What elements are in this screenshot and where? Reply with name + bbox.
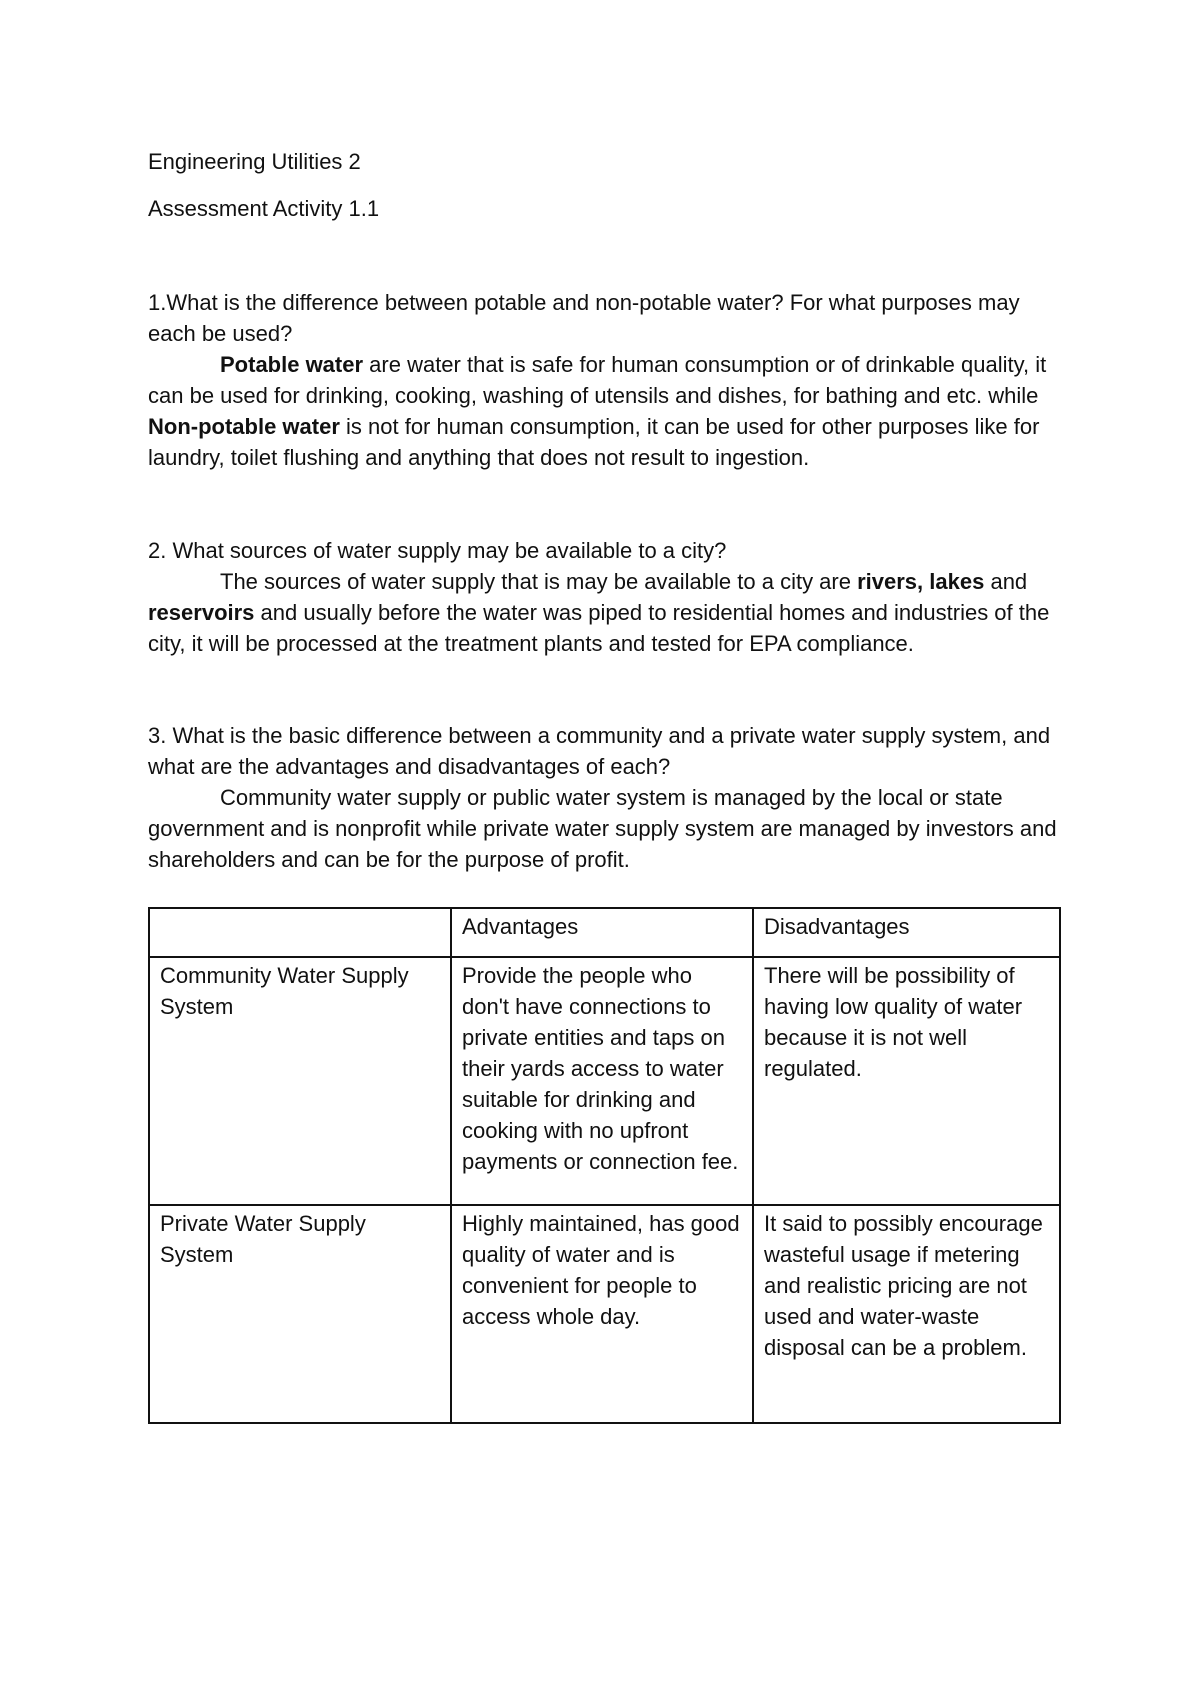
question-2-section [148, 535, 1060, 659]
term-reservoirs: reservoirs [148, 600, 255, 625]
table-header-cell: Advantages [451, 908, 753, 957]
table-cell-disadvantages: There will be possibility of having low quality of water because it is not well regulated. [753, 957, 1060, 1205]
answer-2: The sources of water supply that is may be available to a city are rivers, lakes and reservoirs and usually before the water was piped to residential homes and industries of the city, it will be processed at the treatment plants and tested for EPA compliance. [148, 569, 1050, 656]
table-cell-system: Community Water Supply System [149, 957, 451, 1205]
question-3: 3. What is the basic difference between a community and a private water supply system, and what are the advantages and disadvantages of each? [148, 723, 1051, 779]
table-cell-advantages: Highly maintained, has good quality of water and is convenient for people to access whole day. [451, 1205, 753, 1423]
answer-3: Community water supply or public water system is managed by the local or state government and is nonprofit while private water supply system are managed by investors and shareholders and can be for the purpose of profit. [148, 785, 1057, 872]
table-header-cell [149, 908, 451, 957]
question-1: 1.What is the difference between potable and non-potable water? For what purposes may each be used? [148, 290, 1020, 346]
table-row [149, 957, 1060, 1205]
term-rivers: rivers, [857, 569, 924, 594]
answer-1: Potable water are water that is safe for human consumption or of drinkable quality, it can be used for drinking, cooking, washing of utensils and dishes, for bathing and etc. while Non-potable water is not for human consumption, it can be used for other purposes like for laundry, toilet flushing and anything that does not result to ingestion. [148, 352, 1047, 470]
term-non-potable-water: Non-potable water [148, 414, 340, 439]
question-2: 2. What sources of water supply may be available to a city? [148, 538, 727, 563]
question-1-section [148, 287, 1060, 473]
table-row [149, 1205, 1060, 1423]
activity-title: Assessment Activity 1.1 [148, 196, 380, 221]
table-header-cell: Disadvantages [753, 908, 1060, 957]
course-title: Engineering Utilities 2 [148, 149, 361, 174]
table-cell-system: Private Water Supply System [149, 1205, 451, 1423]
term-potable-water: Potable water [220, 352, 364, 377]
table-cell-disadvantages: It said to possibly encourage wasteful usage if metering and realistic pricing are not used and water-waste disposal can be a problem. [753, 1205, 1060, 1423]
term-lakes: lakes [929, 569, 985, 594]
question-3-section [148, 720, 1060, 875]
comparison-table [148, 907, 1061, 1424]
table-cell-advantages: Provide the people who don't have connections to private entities and taps on their yards access to water suitable for drinking and cooking with no upfront payments or connection fee. [451, 957, 753, 1205]
table-header-row [149, 908, 1060, 957]
